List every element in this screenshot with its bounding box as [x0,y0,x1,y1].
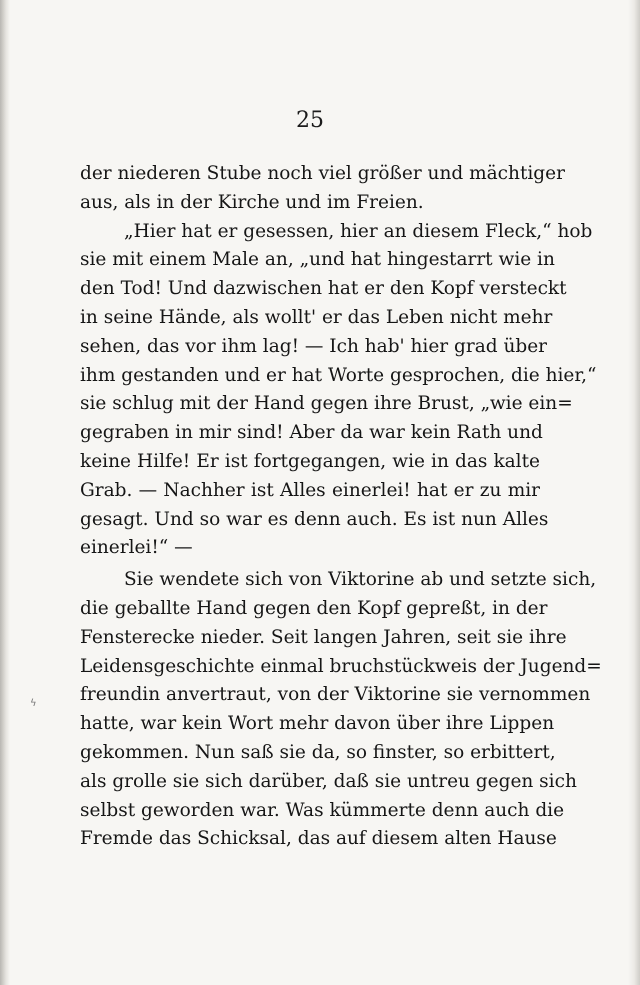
text-line: hatte, war kein Wort mehr davon über ihre Lippen [80,713,555,735]
text-line: sie mit einem Male an, „und hat hingestarrt wie in [80,249,555,271]
page-number: 25 [296,108,324,133]
page-left-edge-shadow [0,0,10,985]
text-line: aus, als in der Kirche und im Freien. [80,191,424,213]
text-line: in seine Hände, als wollt' er das Leben nicht mehr [80,306,553,328]
text-line: Sie wendete sich von Viktorine ab und setzte sich, [124,569,597,591]
text-line: sie schlug mit der Hand gegen ihre Brust, „wie ein= [80,393,573,415]
body-text [80,160,602,854]
text-line: gesagt. Und so war es denn auch. Es ist nun Alles [80,508,549,530]
ink-speck: ϟ [30,698,37,709]
text-line: gekommen. Nun saß sie da, so finster, so erbittert, [80,741,556,763]
text-line: freundin anvertraut, von der Viktorine sie vernommen [80,684,591,706]
text-line: Fensterecke nieder. Seit langen Jahren, seit sie ihre [80,626,567,648]
text-line: als grolle sie sich darüber, daß sie untreu gegen sich [80,770,577,792]
text-line: „Hier hat er gesessen, hier an diesem Fleck,“ hob [124,220,593,242]
page-right-edge-shadow [628,0,640,985]
text-line: der niederen Stube noch viel größer und mächtiger [80,163,565,184]
text-line: Leidensgeschichte einmal bruchstückweis der Jugend= [80,655,602,677]
text-line: die geballte Hand gegen den Kopf gepreßt, in der [80,597,548,619]
text-line: den Tod! Und dazwischen hat er den Kopf versteckt [80,278,567,300]
text-line: sehen, das vor ihm lag! — Ich hab' hier grad über [80,335,547,357]
text-line: einerlei!“ — [80,537,193,559]
text-line: keine Hilfe! Er ist fortgegangen, wie in das kalte [80,450,540,472]
text-line: Grab. — Nachher ist Alles einerlei! hat er zu mir [80,479,540,501]
text-line: gegraben in mir sind! Aber da war kein Rath und [80,422,543,444]
text-line: ihm gestanden und er hat Worte gesprochen, die hier,“ [80,364,597,386]
text-line: Fremde das Schicksal, das auf diesem alten Hause [80,828,557,850]
text-line: selbst geworden war. Was kümmerte denn auch die [80,799,565,821]
